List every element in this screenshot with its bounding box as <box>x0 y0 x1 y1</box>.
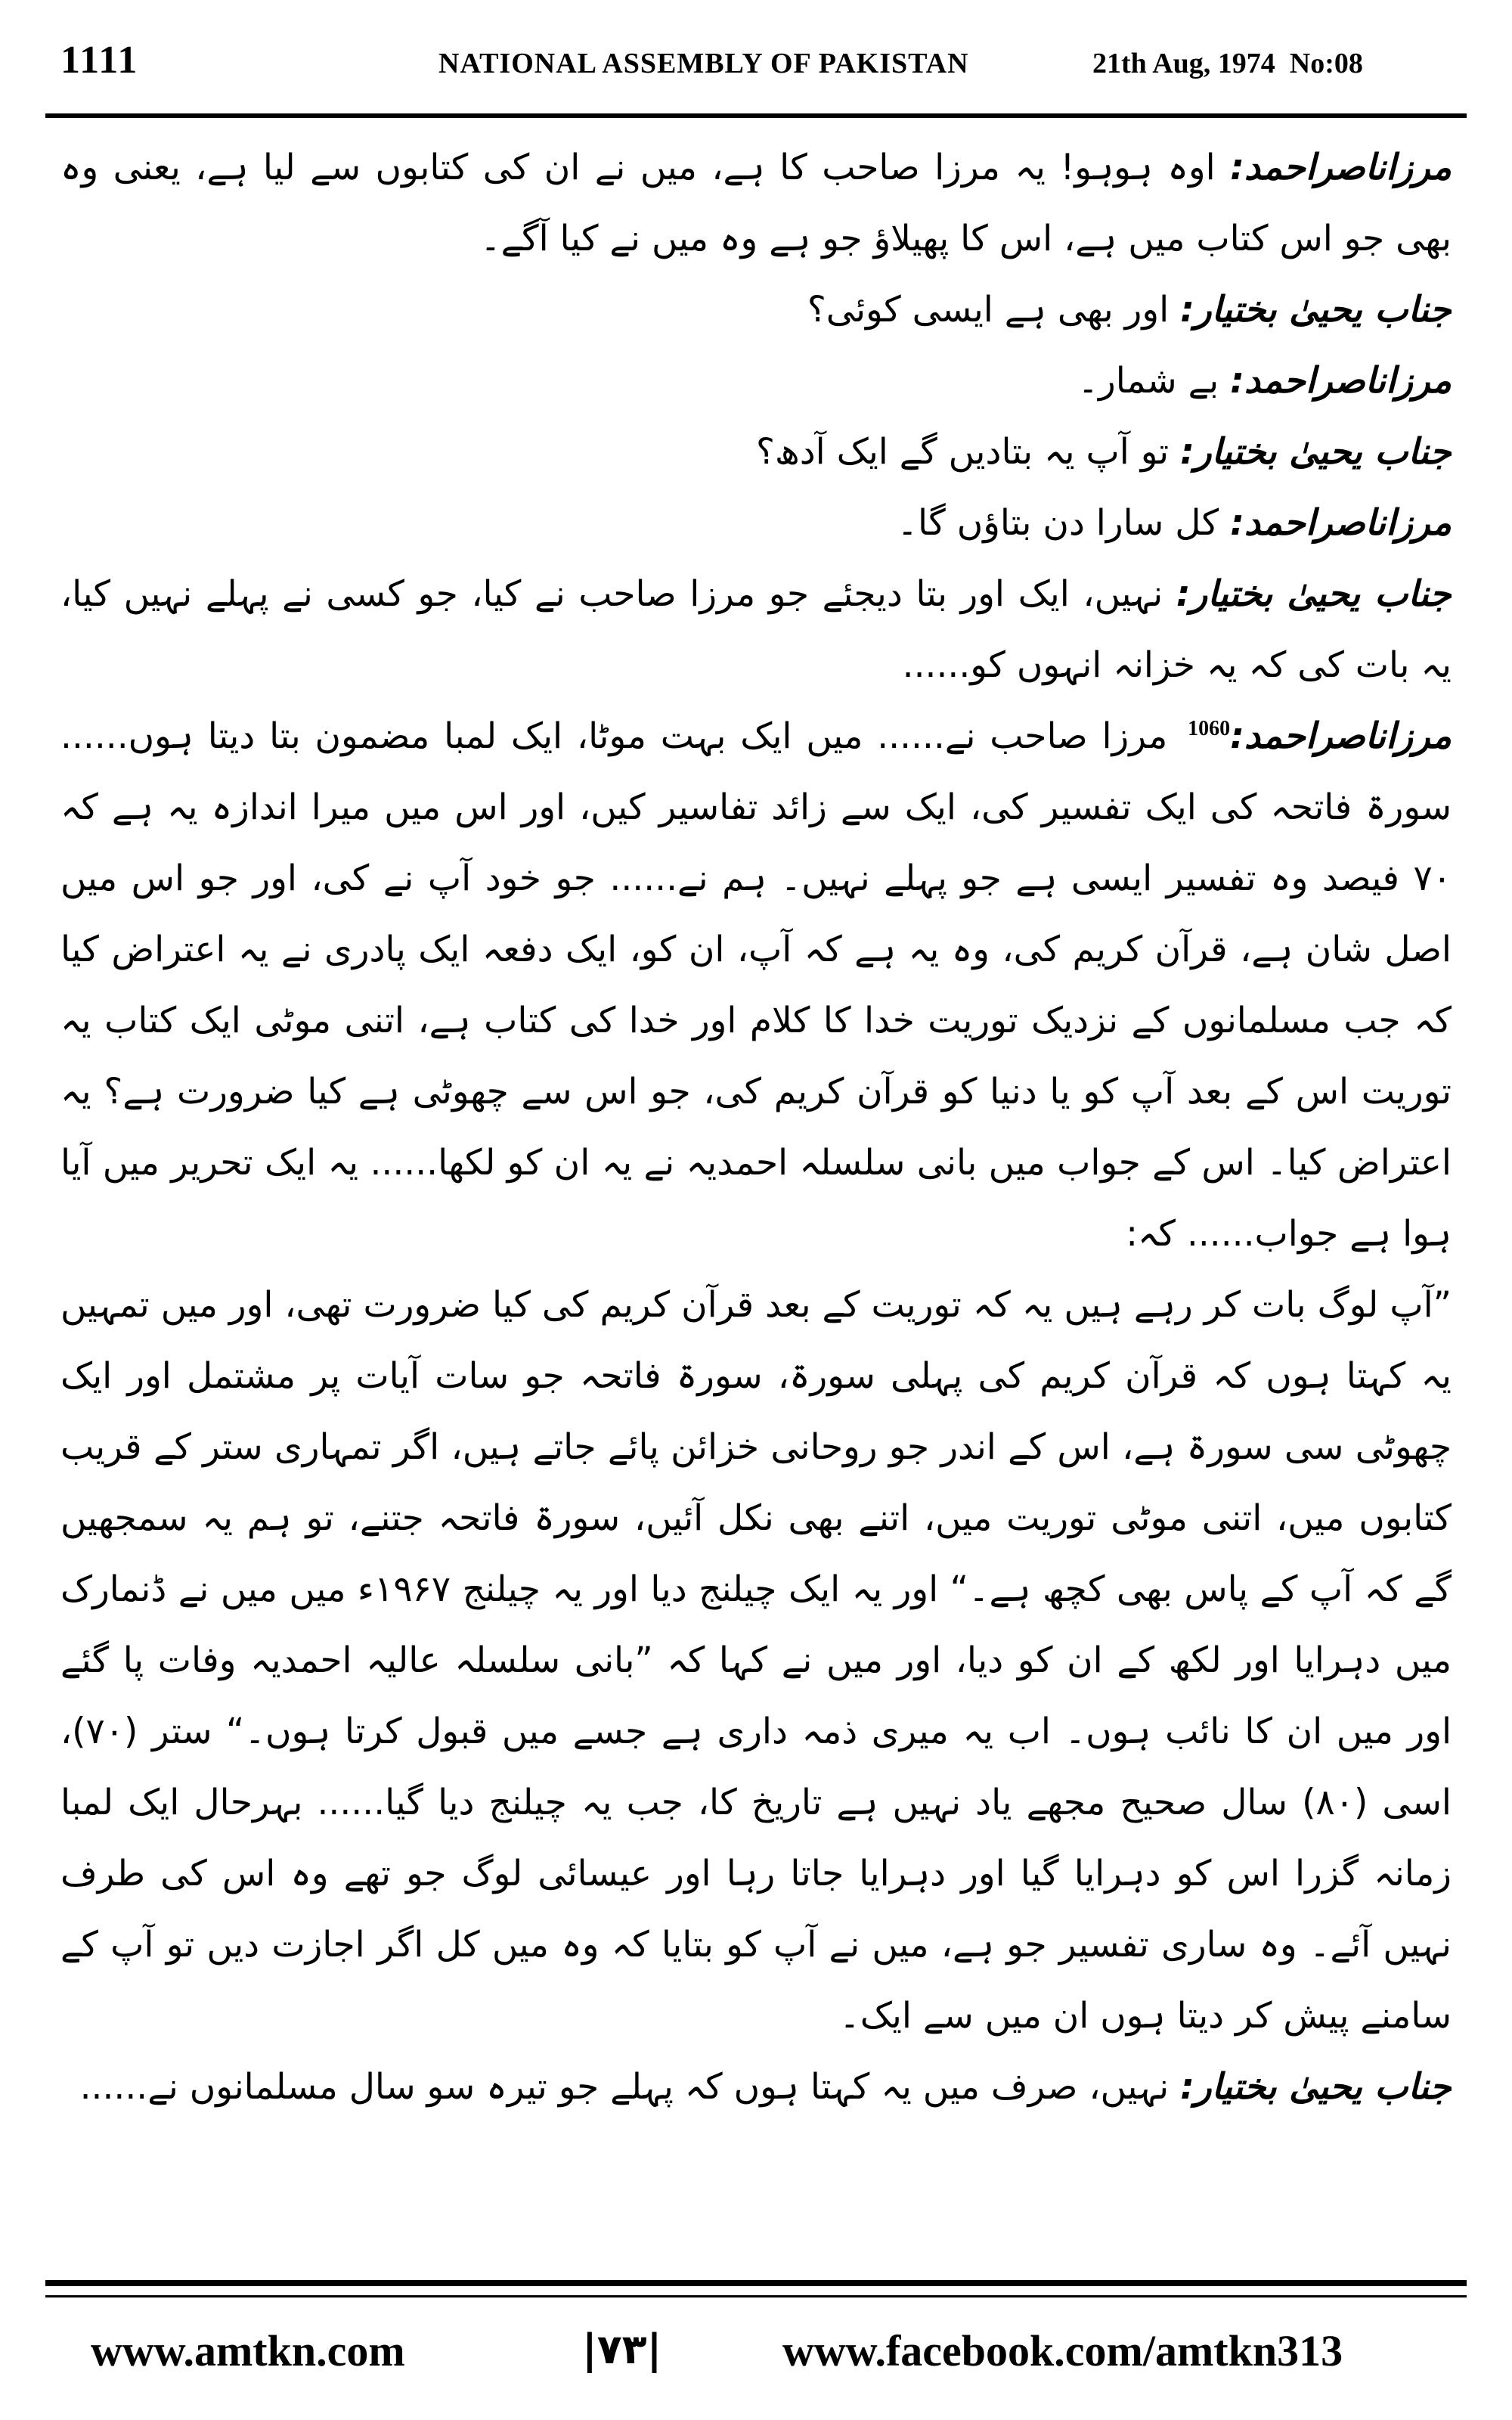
header-date-number <box>1092 47 1363 80</box>
continuation-text: اور یہ ایک چیلنج دیا اور یہ چیلنج ۱۹۶۷ء میں میں نے ڈنمارک میں دہرایا اور لکھ کے ان کو دیا، اور میں نے کہا کہ ”بانی سلسلہ عالیہ احمدیہ وفات پا گئے اور میں ان کا نائب ہوں۔ اب یہ میری ذمہ داری ہے جسے میں قبول کرتا ہوں۔“ ستر (۷۰)، اسی (۸۰) سال صحیح مجھے یاد نہیں ہے تاریخ کا، جب یہ چیلنج دیا گیا...... بہرحال ایک لمبا زمانہ گزرا اس کو دہرایا گیا اور دہرایا جاتا رہا اور عیسائی لوگ جو تھے وہ اس کی طرف نہیں آئے۔ وہ ساری تفسیر جو ہے، میں نے آپ کو بتایا کہ وہ میں کل اگر اجازت دیں تو آپ کے سامنے پیش کر دیتا ہوں ان میں سے ایک۔ <box>60 1568 1452 2037</box>
paragraph <box>60 559 1452 701</box>
speaker-name: جناب یحییٰ بختیار: <box>1176 573 1452 615</box>
paragraph <box>60 417 1452 488</box>
speaker-name: مرزاناصراحمد: <box>1230 360 1452 402</box>
page-footer <box>60 2318 1452 2386</box>
speech-text: اوہ ہوہو! یہ مرزا صاحب کا ہے، میں نے ان کی کتابوں سے لیا ہے، یعنی وہ بھی جو اس کتاب میں ہے، اس کا پھیلاؤ جو ہے وہ میں نے کیا آگے۔ <box>60 147 1452 259</box>
footer-divider-thick <box>45 2280 1467 2286</box>
speech-text: کل سارا دن بتاؤں گا۔ <box>897 502 1219 544</box>
paragraph <box>60 488 1452 559</box>
paragraph <box>60 701 1452 1270</box>
speech-text: نہیں، ایک اور بتا دیجئے جو مرزا صاحب نے کیا، جو کسی نے پہلے نہیں کیا، یہ بات کی کہ یہ خزانہ انہوں کو...... <box>60 573 1452 686</box>
paragraph <box>60 132 1452 275</box>
speech-text: بے شمار۔ <box>1077 360 1219 402</box>
quote-text: ”آپ لوگ بات کر رہے ہیں یہ کہ توریت کے بعد قرآن کریم کی کیا ضرورت تھی، اور میں تمہیں یہ کہتا ہوں کہ قرآن کریم کی پہلی سورۃ، سورۃ فاتحہ جو سات آیات پر مشتمل اور ایک چھوٹی سی سورۃ ہے، اس کے اندر جو روحانی خزائن پائے جاتے ہیں، اگر تمہاری ستر کے قریب کتابوں میں، اتنی موٹی توریت میں، اتنے بھی نکل آئیں، سورۃ فاتحہ جتنے، تو ہم یہ سمجھیں گے کہ آپ کے پاس بھی کچھ ہے۔“ <box>60 1284 1452 1610</box>
page-number: 1111 <box>60 39 139 82</box>
header-date: 21th Aug, 1974 <box>1092 48 1275 79</box>
quoted-passage <box>60 1270 1452 2052</box>
header-number: No:08 <box>1289 48 1363 79</box>
speaker-name: مرزاناصراحمد: <box>1230 147 1452 188</box>
footer-divider-thin <box>45 2295 1467 2297</box>
footer-facebook-link[interactable]: www.facebook.com/amtkn313 <box>782 2326 1343 2375</box>
speaker-name: مرزاناصراحمد: <box>1230 502 1452 544</box>
speech-text: مرزا صاحب نے...... میں ایک بہت موٹا، ایک لمبا مضمون بتا دیتا ہوں...... سورۃ فاتحہ کی ایک تفسیر کی، ایک سے زائد تفاسیر کیں، اور اس میں میرا اندازہ یہ ہے کہ ۷۰ فیصد وہ تفسیر ایسی ہے جو پہلے نہیں۔ ہم نے...... جو خود آپ نے کی، اور جو اس میں اصل شان ہے، قرآن کریم کی، وہ یہ ہے کہ آپ، ان کو، ایک دفعہ ایک پادری نے یہ اعتراض کیا کہ جب مسلمانوں کے نزدیک توریت خدا کا کلام اور خدا کی کتاب ہے، اتنی موٹی ایک کتاب یہ توریت اس کے بعد آپ کو یا دنیا کو قرآن کریم کی، جو اس سے چھوٹی ہے کیا ضرورت ہے؟ یہ اعتراض کیا۔ اس کے جواب میں بانی سلسلہ احمدیہ نے یہ ان کو لکھا...... یہ ایک تحریر میں آیا ہوا ہے جواب...... کہ: <box>60 715 1452 1255</box>
page-header <box>45 30 1467 98</box>
speech-text: تو آپ یہ بتادیں گے ایک آدھ؟ <box>755 431 1170 473</box>
speaker-name: مرزاناصراحمد: <box>1230 715 1452 757</box>
footer-page-marker: |۷۳| <box>582 2325 662 2373</box>
speaker-name: جناب یحییٰ بختیار: <box>1180 2066 1452 2108</box>
paragraph <box>60 275 1452 346</box>
speaker-name: جناب یحییٰ بختیار: <box>1180 289 1452 330</box>
paragraph <box>60 346 1452 417</box>
footer-website-link[interactable]: www.amtkn.com <box>91 2326 405 2375</box>
speaker-name: جناب یحییٰ بختیار: <box>1180 431 1452 473</box>
header-divider <box>45 113 1467 118</box>
paragraph <box>60 2052 1452 2123</box>
header-title: NATIONAL ASSEMBLY OF PAKISTAN <box>438 48 969 79</box>
speech-text: نہیں، صرف میں یہ کہتا ہوں کہ پہلے جو تیرہ سو سال مسلمانوں نے...... <box>79 2066 1170 2108</box>
speech-text: اور بھی ہے ایسی کوئی؟ <box>807 289 1170 330</box>
document-body <box>60 132 1452 2261</box>
reference-number: 1060 <box>1188 717 1231 741</box>
